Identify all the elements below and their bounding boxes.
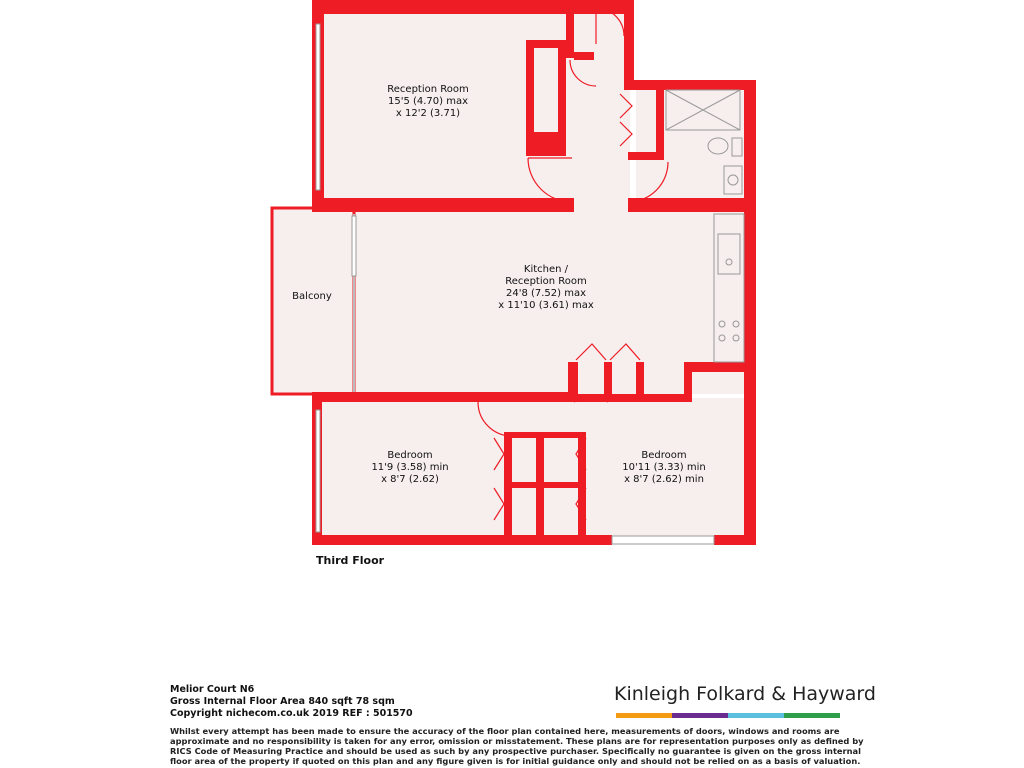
room-name: Bedroom (641, 450, 687, 461)
bedroom-1-label (350, 450, 470, 486)
room-name: Balcony (292, 291, 332, 302)
footer-info (170, 684, 413, 720)
agent-logo-bar (672, 713, 728, 718)
agent-logo: Kinleigh Folkard & Hayward (614, 683, 876, 705)
disclaimer: Whilst every attempt has been made to ensure the accuracy of the floor plan contained here, measurements of doors, windows and rooms are approximate and no responsibility is taken for any error, omission or misstatement. These plans are for representation purposes only as defined by RICS Code of Measuring Practice and should be used as such by any prospective purchaser. Specifically no guarantee is given on the gross internal floor area of the property if quoted on this plan and any figure given is for initial guidance only and should not be relied on as a basis of valuation. (170, 726, 864, 766)
agent-logo-bar (728, 713, 784, 718)
room-dimension: 15'5 (4.70) max (387, 96, 469, 107)
agent-logo-bar (784, 713, 840, 718)
room-dimension: 10'11 (3.33) min (622, 462, 706, 473)
room-dimension: x 8'7 (2.62) (381, 474, 439, 485)
reception-room-label (370, 84, 486, 120)
room-name: Reception Room (505, 276, 587, 287)
agent-logo-bar (616, 713, 672, 718)
room-dimension: 24'8 (7.52) max (505, 288, 587, 299)
room-dimension: x 8'7 (2.62) min (624, 474, 704, 485)
room-name: Bedroom (387, 450, 433, 461)
floor-area: Gross Internal Floor Area 840 sqft 78 sqm (170, 696, 395, 707)
floor-label: Third Floor (316, 554, 385, 567)
kitchen-label (480, 264, 612, 312)
room-dimension: x 11'10 (3.61) max (498, 300, 594, 311)
room-dimension: x 12'2 (3.71) (395, 108, 461, 119)
room-dimension: 11'9 (3.58) min (371, 462, 449, 473)
property-name: Melior Court N6 (170, 684, 255, 695)
room-name: Kitchen / (523, 264, 569, 275)
copyright: Copyright nichecom.co.uk 2019 REF : 501570 (170, 708, 413, 719)
room-name: Reception Room (387, 84, 469, 95)
bedroom-2-label (604, 450, 724, 486)
balcony-label (280, 291, 344, 303)
